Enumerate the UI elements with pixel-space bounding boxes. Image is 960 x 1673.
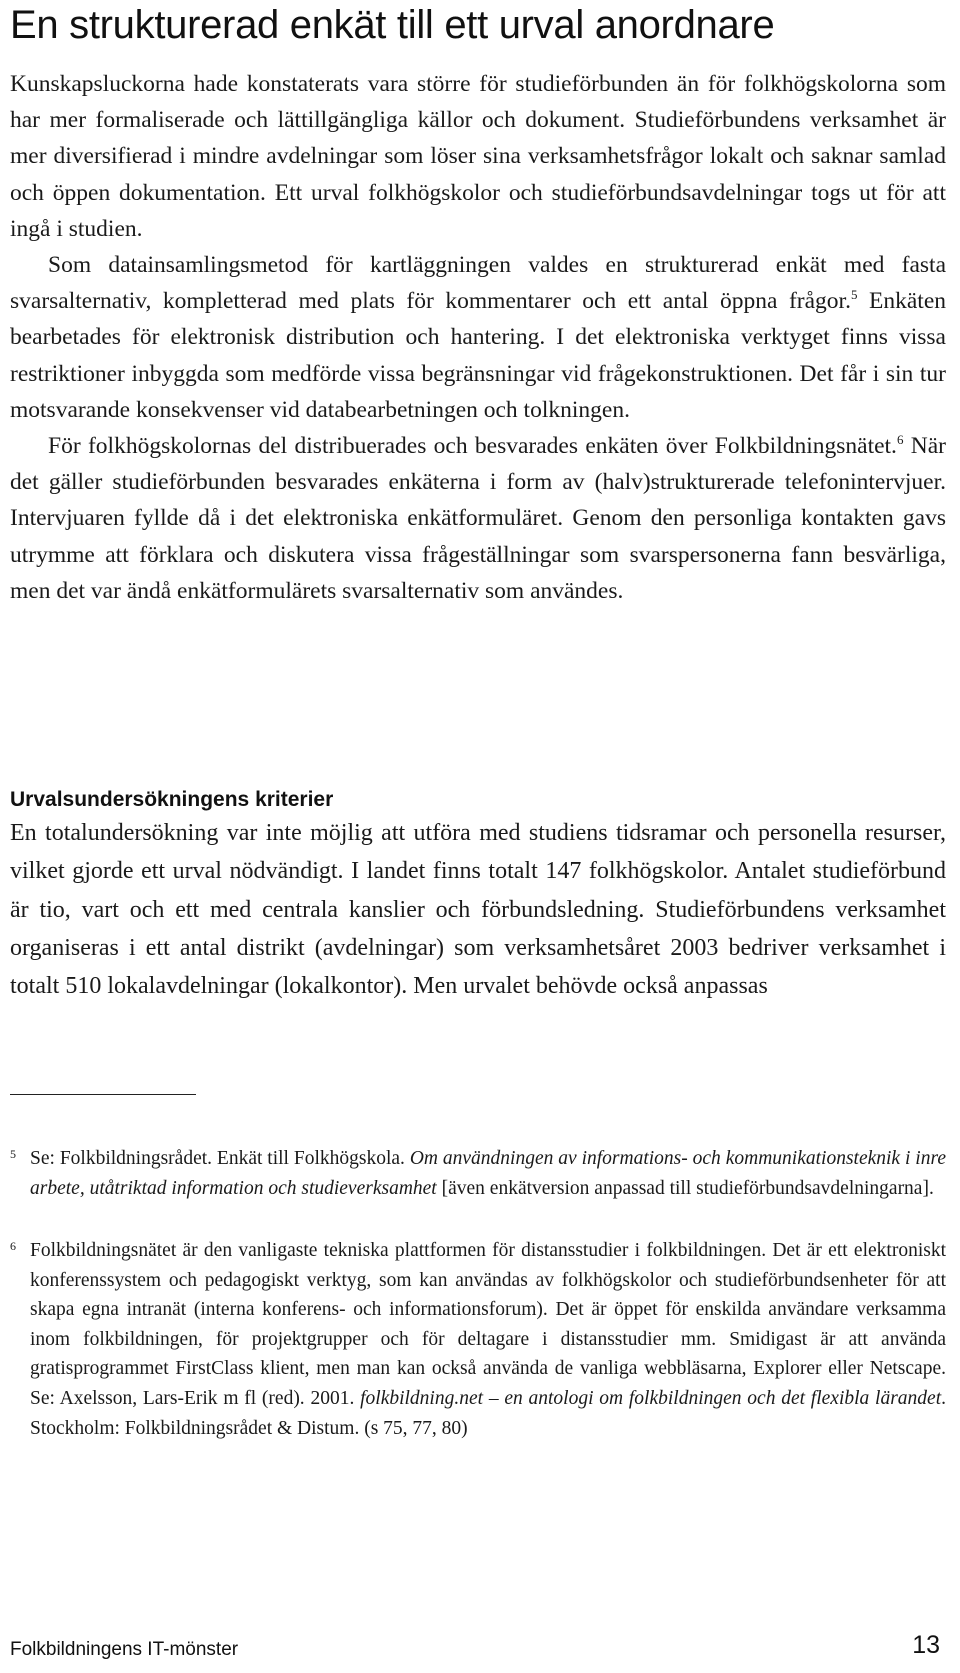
footnote-5-number: 5 (10, 1147, 16, 1161)
page-title: En strukturerad enkät till ett urval anordnare (10, 3, 775, 47)
paragraph-2 (10, 247, 946, 428)
footnote-ref-6: 6 (896, 432, 904, 448)
footer-title: Folkbildningens IT-mönster (10, 1639, 239, 1660)
footnote-5 (10, 1144, 946, 1203)
footnote-6-text-end: . Stockholm: Folkbildningsrådet & Distum. (s 75, 77, 80) (30, 1387, 947, 1439)
section-heading: Urvalsundersökningens kriterier (10, 788, 334, 811)
criteria-paragraph: En totalundersökning var inte möjlig att utföra med studiens tidsramar och personella resurser, vilket gjorde ett urval nödvändigt. I landet finns totalt 147 folkhögskolor. Antalet studieförbund är tio, vart och ett med centrala kanslier och förbundsledning. Studieförbundens verksamhet organiseras i ett antal distrikt (avdelningar) som verksamhetsåret 2003 bedriver verksamhet i totalt 510 lokalavdelningar (lokalkontor). Men urvalet behövde också anpassas (10, 820, 946, 1000)
page-number: 13 (912, 1631, 940, 1659)
footnote-divider (10, 1094, 196, 1095)
paragraph-2-end: Enkäten bearbetades för elektronisk distribution och hantering. I det elektroniska verktyget finns vissa restriktioner inbyggda som medförde vissa begränsningar vid frågekonstruktionen. Det får i sin tur motsvarande konsekvenser vid databearbetningen och tolkningen. (10, 288, 947, 423)
footnote-6-italic-title: folkbildning.net – en antologi om folkbildningen och det flexibla lärandet (360, 1387, 942, 1409)
footnote-6 (10, 1236, 946, 1443)
footnote-6-text: Folkbildningsnätet är den vanligaste tekniska plattformen för distansstudier i folkbildningen. Det är ett elektroniskt konferenssystem och pedagogiskt verktyg, som kan användas av folkhögskolor och studieförbundsenheter för att skapa egna intranät (interna konferens- och informationsforum). Det är öppet för enskilda användare verksamma inom folkbildningen, för projektgrupper och för deltagare i distansstudier mm. Smidigast är att använda gratisprogrammet FirstClass klient, men man kan också använda de vanliga webbläsarna, Explorer eller Netscape. Se: Axelsson, Lars-Erik m fl (red). 2001. (30, 1240, 946, 1409)
paragraph-3 (10, 428, 946, 609)
intro-text (10, 66, 946, 609)
footnote-ref-5: 5 (850, 287, 858, 303)
paragraph-1: Kunskapsluckorna hade konstaterats vara större för studieförbunden än för folkhögskolorna som har mer formaliserade och lättillgängliga källor och dokument. Studieförbundens verksamhet är mer diversifierad i mindre avdelningar som löser sina verksamhetsfrågor lokalt och saknar samlad och öppen dokumentation. Ett urval folkhögskolor och studieförbundsavdelningar togs ut för att ingå i studien. (10, 71, 946, 242)
footnote-5-text-end: [även enkätversion anpassad till studieförbundsavdelningarna]. (436, 1177, 934, 1199)
footnote-5-italic-title: Om användningen av informations- och kommunikationsteknik i inre arbete, utåtriktad information och studieverksamhet (30, 1148, 946, 1199)
section-text (10, 814, 946, 1005)
page-footer (0, 1631, 960, 1661)
footnote-6-number: 6 (10, 1239, 16, 1253)
footnote-5-text: Se: Folkbildningsrådet. Enkät till Folkhögskola. (30, 1148, 410, 1169)
paragraph-3-start: För folkhögskolornas del distribuerades och besvarades enkäten över Folkbildningsnätet. (48, 433, 897, 460)
paragraph-2-start: Som datainsamlingsmetod för kartläggningen valdes en strukturerad enkät med fasta svarsalternativ, kompletterad med plats för kommentarer och ett antal öppna frågor. (10, 252, 946, 315)
paragraph-3-end: När det gäller studieförbunden besvarades enkäterna i form av (halv)strukturerade telefonintervjuer. Intervjuaren fyllde då i det elektroniska enkätformuläret. Genom den personliga kontakten gavs utrymme att förklara och diskutera vissa frågeställningar som svarspersonerna fann besvärliga, men det var ändå enkätformulärets svarsalternativ som användes. (10, 433, 946, 604)
